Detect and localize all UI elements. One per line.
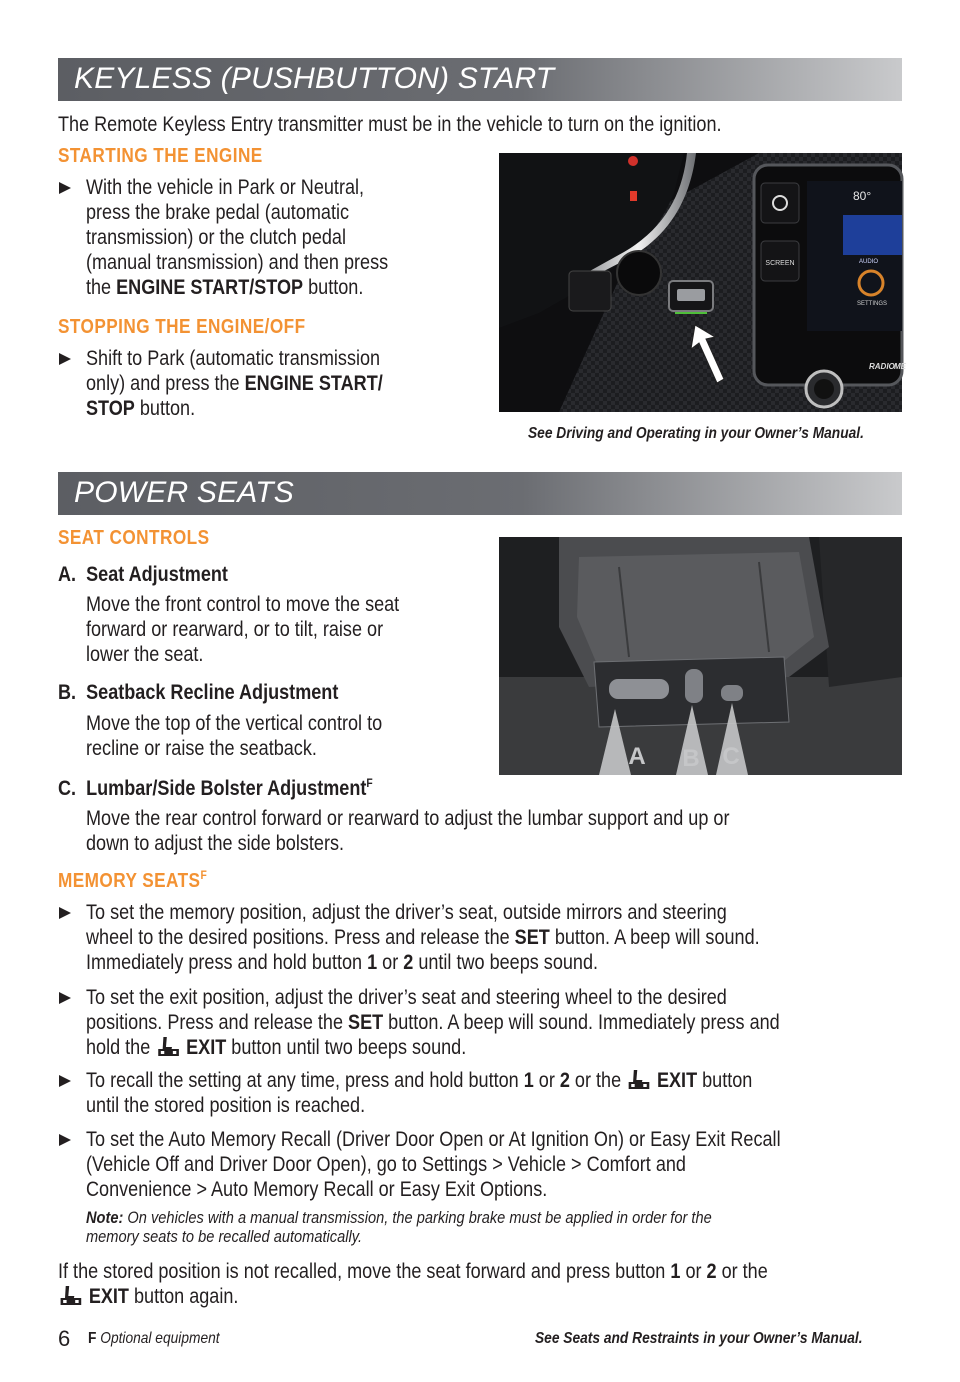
text-line: If the stored position is not recalled, move the seat forward and press button 1 or 2 or the bbox=[58, 1260, 768, 1283]
engine-start-stop-label: ENGINE START/STOP bbox=[116, 276, 304, 299]
callout-b: B bbox=[682, 745, 700, 772]
radio-button-label: RADIO bbox=[869, 362, 895, 371]
text-line: To set the Auto Memory Recall (Driver Door Open or At Ignition On) or Easy Exit Recall bbox=[86, 1128, 781, 1151]
seat-controls-photo bbox=[499, 537, 902, 775]
text-line: until the stored position is reached. bbox=[86, 1094, 366, 1117]
text-line: Note: On vehicles with a manual transmission, the parking brake must be applied in order for the bbox=[86, 1208, 712, 1227]
text-line: STOP button. bbox=[86, 397, 196, 420]
optional-marker: F bbox=[88, 1330, 97, 1347]
text-line: Immediately press and hold button 1 or 2 until two beeps sound. bbox=[86, 951, 599, 974]
callout-a: A bbox=[628, 743, 646, 770]
screen-button-label: SCREEN bbox=[765, 260, 795, 267]
final-paragraph bbox=[58, 1259, 883, 1309]
seat-exit-icon bbox=[58, 1284, 84, 1306]
bullet-arrow-icon bbox=[58, 352, 74, 368]
heading-text: STARTING THE ENGINE bbox=[58, 145, 263, 167]
text-line: wheel to the desired positions. Press and release the SET button. A beep will sound. bbox=[86, 926, 760, 949]
item-a-title bbox=[58, 562, 256, 587]
heading-text: SEAT CONTROLS bbox=[58, 527, 210, 549]
text-line: transmission) or the clutch pedal bbox=[86, 226, 346, 249]
text-line: Move the top of the vertical control to bbox=[86, 712, 383, 735]
dashboard-photo bbox=[499, 153, 906, 412]
text-line: hold the EXIT button until two beeps sound. bbox=[86, 1036, 467, 1059]
bullet-arrow-icon bbox=[58, 906, 74, 922]
text-line: lower the seat. bbox=[86, 643, 204, 666]
memory-bullet-4 bbox=[86, 1127, 894, 1202]
text-line: (manual transmission) and then press bbox=[86, 251, 389, 274]
media-button-label: ME bbox=[894, 362, 906, 371]
bullet-arrow-icon bbox=[58, 181, 74, 197]
intro-line: The Remote Keyless Entry transmitter must be in the vehicle to turn on the ignition. bbox=[58, 113, 722, 136]
optional-equipment-legend: F Optional equipment bbox=[88, 1330, 220, 1347]
bullet-arrow-icon bbox=[58, 991, 74, 1007]
text-line: Move the rear control forward or rearward to adjust the lumbar support and up or bbox=[86, 807, 730, 830]
starting-heading bbox=[58, 145, 296, 168]
item-title: Lumbar/Side Bolster Adjustment bbox=[86, 777, 367, 800]
item-a-description bbox=[86, 592, 450, 667]
heading-text: MEMORY SEATS bbox=[58, 870, 201, 892]
text-line: forward or rearward, or to tilt, raise or bbox=[86, 618, 384, 641]
item-b-title bbox=[58, 680, 384, 705]
text-line: recline or raise the seatback. bbox=[86, 737, 317, 760]
intro-text bbox=[58, 112, 830, 137]
text-line: (Vehicle Off and Driver Door Open), go to Settings > Vehicle > Comfort and bbox=[86, 1153, 686, 1176]
seats-manual-caption bbox=[535, 1330, 916, 1348]
seat-exit-icon bbox=[626, 1068, 652, 1090]
seat-illustration bbox=[499, 537, 902, 775]
text-line: memory seats to be recalled automatically. bbox=[86, 1227, 363, 1246]
text-line: only) and press the ENGINE START/ bbox=[86, 372, 383, 395]
text-line: Shift to Park (automatic transmission bbox=[86, 347, 381, 370]
item-b-description bbox=[86, 711, 430, 761]
section-title: POWER SEATS bbox=[74, 476, 295, 509]
seat-exit-icon bbox=[155, 1035, 181, 1057]
item-c-description bbox=[86, 806, 834, 856]
manual-transmission-note bbox=[86, 1208, 814, 1246]
note-label: Note: bbox=[86, 1208, 124, 1227]
stopping-heading bbox=[58, 316, 346, 339]
item-title: Seatback Recline Adjustment bbox=[86, 681, 339, 704]
bullet-arrow-icon bbox=[58, 1133, 74, 1149]
text-line: With the vehicle in Park or Neutral, bbox=[86, 176, 365, 199]
memory-bullet-3 bbox=[86, 1068, 861, 1118]
text-line: To set the memory position, adjust the driver’s seat, outside mirrors and steering bbox=[86, 901, 727, 924]
text-line: Convenience > Auto Memory Recall or Easy Exit Options. bbox=[86, 1178, 548, 1201]
text-line: To set the exit position, adjust the driver’s seat and steering wheel to the desired bbox=[86, 986, 727, 1009]
dashboard-illustration bbox=[499, 153, 906, 412]
settings-label: SETTINGS bbox=[857, 301, 888, 307]
item-title: Seat Adjustment bbox=[86, 563, 228, 586]
section-title: KEYLESS (PUSHBUTTON) START bbox=[74, 62, 555, 95]
text-line: EXIT button again. bbox=[58, 1284, 238, 1309]
text-line: To recall the setting at any time, press and hold button 1 or 2 or the EXIT button bbox=[86, 1069, 753, 1092]
memory-bullet-1 bbox=[86, 900, 869, 975]
page-number: 6 bbox=[58, 1326, 71, 1351]
optional-marker: F bbox=[366, 776, 373, 790]
item-c-title bbox=[58, 776, 424, 804]
text-line: press the brake pedal (automatic bbox=[86, 201, 350, 224]
memory-bullet-2 bbox=[86, 985, 893, 1060]
temperature-readout: 80° bbox=[853, 189, 872, 203]
caption-text: See Driving and Operating in your Owner’s Manual. bbox=[528, 425, 864, 442]
item-label: C. bbox=[58, 777, 77, 800]
bullet-arrow-icon bbox=[58, 1074, 74, 1090]
optional-marker: F bbox=[200, 868, 208, 882]
item-label: A. bbox=[58, 563, 77, 586]
caption-text: See Seats and Restraints in your Owner’s Manual. bbox=[535, 1330, 863, 1347]
item-label: B. bbox=[58, 681, 77, 704]
starting-paragraph bbox=[86, 175, 437, 300]
heading-text: STOPPING THE ENGINE/OFF bbox=[58, 316, 306, 338]
callout-c: C bbox=[722, 743, 740, 770]
driving-manual-caption bbox=[528, 425, 919, 443]
stopping-paragraph bbox=[86, 346, 431, 421]
section-banner-keyless-start bbox=[58, 58, 902, 101]
seat-controls-heading bbox=[58, 527, 234, 550]
text-line: Move the front control to move the seat bbox=[86, 593, 400, 616]
text-line: down to adjust the side bolsters. bbox=[86, 832, 345, 855]
section-banner-power-seats bbox=[58, 472, 902, 515]
text-line: positions. Press and release the SET button. A beep will sound. Immediately press and bbox=[86, 1011, 780, 1034]
memory-seats-heading bbox=[58, 870, 232, 893]
audio-label: AUDIO bbox=[859, 259, 879, 265]
text-line: the ENGINE START/STOP button. bbox=[86, 276, 364, 299]
